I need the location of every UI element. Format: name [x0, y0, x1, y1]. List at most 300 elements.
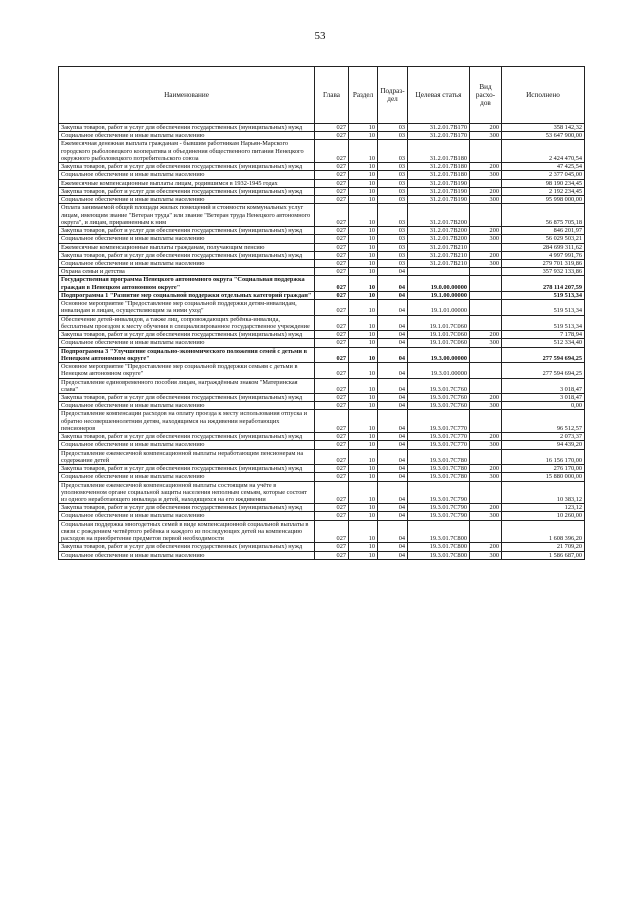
row-ispoln: 3 018,47 [502, 393, 585, 401]
row-name: Закупка товаров, работ и услуг для обеспечения государственных (муниципальных) нужд [59, 187, 315, 195]
row-ispoln: 56 875 705,18 [502, 204, 585, 227]
row-stat: 19.3.01.7С790 [408, 481, 470, 504]
row-vid: 200 [470, 393, 502, 401]
header-vid: Вид расхо-дов [470, 67, 502, 124]
table-row [59, 300, 585, 315]
row-name: Обеспечение детей-инвалидов, а также лиц, сопровождающих ребёнка-инвалида, бесплатным проездом к месту обучения в специализированное государственное учреждение [59, 315, 315, 330]
table-row [59, 291, 585, 299]
row-name: Подпрограмма 1 "Развитие мер социальной поддержки отдельных категорий граждан" [59, 291, 315, 299]
row-name: Социальное обеспечение и иные выплаты населению [59, 196, 315, 204]
row-name: Оплата занимаемой общей площади жилых помещений и стоимости коммунальных услуг лицам, имеющим звание "Ветеран труда" или звание "Ветеран труда Ненецкого автономного округа", и лицам, приравненным к ним [59, 204, 315, 227]
row-vid: 300 [470, 235, 502, 243]
row-name: Государственная программа Ненецкого автономного округа "Социальная поддержка граждан в Ненецком автономном округе" [59, 276, 315, 291]
row-ispoln: 21 709,20 [502, 543, 585, 551]
table-row [59, 378, 585, 393]
row-vid: 300 [470, 196, 502, 204]
row-vid: 200 [470, 465, 502, 473]
row-razdel: 10 [349, 276, 378, 291]
budget-table [58, 66, 585, 560]
row-stat: 31.2.01.7В200 [408, 235, 470, 243]
table-row [59, 276, 585, 291]
row-podrazdel: 04 [378, 441, 408, 449]
row-podrazdel: 04 [378, 551, 408, 559]
row-razdel: 10 [349, 393, 378, 401]
row-razdel: 10 [349, 551, 378, 559]
row-vid: 200 [470, 504, 502, 512]
row-stat: 19.3.01.7С780 [408, 465, 470, 473]
row-ispoln: 519 513,34 [502, 300, 585, 315]
row-stat: 19.3.01.7С800 [408, 543, 470, 551]
row-ispoln: 846 201,97 [502, 227, 585, 235]
row-vid [470, 481, 502, 504]
row-glava: 027 [315, 196, 349, 204]
row-razdel: 10 [349, 235, 378, 243]
table-row [59, 331, 585, 339]
row-glava: 027 [315, 504, 349, 512]
row-name: Закупка товаров, работ и услуг для обеспечения государственных (муниципальных) нужд [59, 543, 315, 551]
row-podrazdel: 04 [378, 465, 408, 473]
row-ispoln: 10 260,00 [502, 512, 585, 520]
row-vid: 300 [470, 171, 502, 179]
row-razdel: 10 [349, 481, 378, 504]
row-stat: 31.2.01.7В180 [408, 171, 470, 179]
row-podrazdel: 04 [378, 300, 408, 315]
row-vid: 200 [470, 543, 502, 551]
table-row [59, 235, 585, 243]
row-name: Ежемесячные компенсационные выплаты гражданам, получающим пенсию [59, 243, 315, 251]
row-ispoln: 2 377 045,00 [502, 171, 585, 179]
row-podrazdel: 04 [378, 378, 408, 393]
row-glava: 027 [315, 204, 349, 227]
table-row [59, 179, 585, 187]
row-ispoln: 276 170,00 [502, 465, 585, 473]
row-ispoln: 94 439,20 [502, 441, 585, 449]
table-row [59, 243, 585, 251]
row-stat: 19.3.01.7С770 [408, 433, 470, 441]
row-vid [470, 378, 502, 393]
row-podrazdel: 04 [378, 410, 408, 433]
row-razdel: 10 [349, 465, 378, 473]
row-name: Социальное обеспечение и иные выплаты населению [59, 473, 315, 481]
row-glava: 027 [315, 140, 349, 163]
row-stat: 19.1.01.7С060 [408, 331, 470, 339]
row-ispoln: 2 424 470,54 [502, 140, 585, 163]
row-stat: 31.2.01.7В170 [408, 124, 470, 132]
row-name: Основное мероприятие "Предоставление мер социальной поддержки семьям с детьми в Ненецком автономном округе" [59, 363, 315, 378]
row-name: Социальное обеспечение и иные выплаты населению [59, 339, 315, 347]
row-stat: 19.1.00.00000 [408, 291, 470, 299]
row-vid: 200 [470, 187, 502, 195]
table-row [59, 163, 585, 171]
table-row [59, 504, 585, 512]
row-ispoln: 357 932 133,86 [502, 268, 585, 276]
row-name: Социальное обеспечение и иные выплаты населению [59, 171, 315, 179]
row-razdel: 10 [349, 449, 378, 464]
row-vid: 300 [470, 259, 502, 267]
row-stat: 19.3.01.7С790 [408, 504, 470, 512]
row-glava: 027 [315, 402, 349, 410]
row-vid: 200 [470, 227, 502, 235]
table-row [59, 441, 585, 449]
row-podrazdel: 03 [378, 132, 408, 140]
row-stat: 19.3.01.7С790 [408, 512, 470, 520]
row-stat: 19.3.01.7С770 [408, 441, 470, 449]
row-name: Социальная поддержка многодетных семей в виде компенсационной социальной выплаты в связи с рождением четвёртого ребёнка и каждого из последующих детей на компенсацию расходов на приобретение предметов первой необходимости [59, 520, 315, 543]
row-name: Предоставление единовременного пособия лицам, награждённым знаком "Материнская слава" [59, 378, 315, 393]
row-podrazdel: 03 [378, 243, 408, 251]
row-podrazdel: 04 [378, 331, 408, 339]
row-glava: 027 [315, 512, 349, 520]
table-row [59, 132, 585, 140]
row-razdel: 10 [349, 441, 378, 449]
row-stat: 31.2.01.7В210 [408, 251, 470, 259]
row-podrazdel: 03 [378, 124, 408, 132]
row-razdel: 10 [349, 243, 378, 251]
row-glava: 027 [315, 227, 349, 235]
table-row [59, 187, 585, 195]
table-row [59, 433, 585, 441]
row-stat: 19.3.01.7С770 [408, 410, 470, 433]
row-razdel: 10 [349, 473, 378, 481]
row-podrazdel: 03 [378, 204, 408, 227]
row-glava: 027 [315, 276, 349, 291]
row-glava: 027 [315, 465, 349, 473]
row-glava: 027 [315, 315, 349, 330]
row-ispoln: 519 513,34 [502, 315, 585, 330]
row-ispoln: 279 701 319,86 [502, 259, 585, 267]
header-razdel: Раздел [349, 67, 378, 124]
header-stat: Целевая статья [408, 67, 470, 124]
row-podrazdel: 03 [378, 171, 408, 179]
row-vid [470, 268, 502, 276]
row-stat: 19.3.01.7С800 [408, 551, 470, 559]
row-stat: 19.0.00.00000 [408, 276, 470, 291]
row-glava: 027 [315, 268, 349, 276]
row-vid [470, 140, 502, 163]
row-ispoln: 519 513,34 [502, 291, 585, 299]
row-name: Социальное обеспечение и иные выплаты населению [59, 259, 315, 267]
row-name: Социальное обеспечение и иные выплаты населению [59, 441, 315, 449]
row-podrazdel: 04 [378, 504, 408, 512]
page-number: 53 [314, 30, 326, 42]
row-razdel: 10 [349, 402, 378, 410]
row-ispoln: 1 608 396,20 [502, 520, 585, 543]
row-vid: 300 [470, 402, 502, 410]
table-row [59, 449, 585, 464]
row-ispoln: 56 029 503,21 [502, 235, 585, 243]
row-name: Закупка товаров, работ и услуг для обеспечения государственных (муниципальных) нужд [59, 227, 315, 235]
row-vid [470, 179, 502, 187]
row-name: Закупка товаров, работ и услуг для обеспечения государственных (муниципальных) нужд [59, 124, 315, 132]
row-podrazdel: 03 [378, 163, 408, 171]
row-name: Социальное обеспечение и иные выплаты населению [59, 402, 315, 410]
row-razdel: 10 [349, 124, 378, 132]
table-row [59, 512, 585, 520]
row-glava: 027 [315, 132, 349, 140]
row-podrazdel: 03 [378, 259, 408, 267]
row-stat: 19.3.01.7С760 [408, 378, 470, 393]
row-ispoln: 358 142,32 [502, 124, 585, 132]
table-row [59, 473, 585, 481]
row-podrazdel: 04 [378, 543, 408, 551]
row-ispoln: 96 512,57 [502, 410, 585, 433]
row-podrazdel: 04 [378, 347, 408, 362]
row-vid: 300 [470, 132, 502, 140]
row-vid [470, 291, 502, 299]
row-razdel: 10 [349, 251, 378, 259]
row-name: Закупка товаров, работ и услуг для обеспечения государственных (муниципальных) нужд [59, 504, 315, 512]
row-stat: 31.2.01.7В210 [408, 259, 470, 267]
row-podrazdel: 04 [378, 276, 408, 291]
row-ispoln: 95 998 000,00 [502, 196, 585, 204]
row-podrazdel: 04 [378, 363, 408, 378]
table-row [59, 140, 585, 163]
row-podrazdel: 03 [378, 227, 408, 235]
row-razdel: 10 [349, 132, 378, 140]
row-name: Закупка товаров, работ и услуг для обеспечения государственных (муниципальных) нужд [59, 465, 315, 473]
table-row [59, 268, 585, 276]
row-vid [470, 315, 502, 330]
row-glava: 027 [315, 347, 349, 362]
row-razdel: 10 [349, 339, 378, 347]
row-vid: 200 [470, 124, 502, 132]
row-stat: 19.3.00.00000 [408, 347, 470, 362]
row-ispoln: 3 018,47 [502, 378, 585, 393]
row-glava: 027 [315, 481, 349, 504]
row-ispoln: 278 114 207,59 [502, 276, 585, 291]
row-glava: 027 [315, 259, 349, 267]
row-ispoln: 0,00 [502, 402, 585, 410]
row-glava: 027 [315, 393, 349, 401]
row-ispoln: 4 997 991,76 [502, 251, 585, 259]
row-razdel: 10 [349, 410, 378, 433]
row-ispoln: 7 178,94 [502, 331, 585, 339]
row-razdel: 10 [349, 268, 378, 276]
row-ispoln: 512 334,40 [502, 339, 585, 347]
row-ispoln: 15 880 000,00 [502, 473, 585, 481]
row-vid [470, 300, 502, 315]
row-name: Охрана семьи и детства [59, 268, 315, 276]
row-glava: 027 [315, 243, 349, 251]
table-row [59, 259, 585, 267]
row-glava: 027 [315, 171, 349, 179]
row-name: Социальное обеспечение и иные выплаты населению [59, 132, 315, 140]
row-stat: 19.1.01.00000 [408, 300, 470, 315]
row-razdel: 10 [349, 171, 378, 179]
row-ispoln: 98 190 234,45 [502, 179, 585, 187]
row-stat [408, 268, 470, 276]
row-podrazdel: 04 [378, 268, 408, 276]
row-name: Предоставление ежемесячной компенсационной выплаты неработающим пенсионерам на содержание детей [59, 449, 315, 464]
row-razdel: 10 [349, 300, 378, 315]
row-ispoln: 123,12 [502, 504, 585, 512]
row-vid [470, 449, 502, 464]
row-stat: 31.2.01.7В180 [408, 163, 470, 171]
row-ispoln: 47 425,54 [502, 163, 585, 171]
row-razdel: 10 [349, 140, 378, 163]
row-vid: 200 [470, 163, 502, 171]
row-razdel: 10 [349, 331, 378, 339]
row-ispoln: 1 586 687,00 [502, 551, 585, 559]
row-razdel: 10 [349, 433, 378, 441]
row-vid: 200 [470, 331, 502, 339]
row-name: Предоставление ежемесячной компенсационной выплаты состоящим на учёте в уполномоченном органе социальной защиты населения неполным семьям, которые состоят из одного неработающего инвалида и детей, находящихся на его иждивении [59, 481, 315, 504]
row-razdel: 10 [349, 179, 378, 187]
row-razdel: 10 [349, 163, 378, 171]
row-razdel: 10 [349, 504, 378, 512]
table-row [59, 520, 585, 543]
row-glava: 027 [315, 251, 349, 259]
row-podrazdel: 04 [378, 449, 408, 464]
table-row [59, 204, 585, 227]
row-podrazdel: 03 [378, 196, 408, 204]
row-name: Закупка товаров, работ и услуг для обеспечения государственных (муниципальных) нужд [59, 393, 315, 401]
header-ispoln: Исполнено [502, 67, 585, 124]
row-razdel: 10 [349, 227, 378, 235]
row-razdel: 10 [349, 259, 378, 267]
row-glava: 027 [315, 300, 349, 315]
row-podrazdel: 04 [378, 520, 408, 543]
table-row [59, 465, 585, 473]
row-name: Ежемесячные компенсационные выплаты лицам, родившимся в 1932-1945 годах [59, 179, 315, 187]
row-podrazdel: 03 [378, 179, 408, 187]
table-row [59, 410, 585, 433]
row-podrazdel: 03 [378, 187, 408, 195]
row-vid: 300 [470, 512, 502, 520]
row-podrazdel: 03 [378, 235, 408, 243]
row-ispoln: 284 699 311,62 [502, 243, 585, 251]
table-row [59, 393, 585, 401]
row-stat: 31.2.01.7В170 [408, 132, 470, 140]
row-podrazdel: 04 [378, 481, 408, 504]
row-vid [470, 520, 502, 543]
row-podrazdel: 04 [378, 393, 408, 401]
row-podrazdel: 04 [378, 339, 408, 347]
row-vid [470, 347, 502, 362]
row-name: Предоставление компенсации расходов на оплату проезда к месту использования отпуска и обратно несовершеннолетним детям, находящимся на иждивении неработающих пенсионеров [59, 410, 315, 433]
table-row [59, 402, 585, 410]
table-row [59, 363, 585, 378]
row-name: Закупка товаров, работ и услуг для обеспечения государственных (муниципальных) нужд [59, 251, 315, 259]
row-glava: 027 [315, 235, 349, 243]
row-stat: 31.2.01.7В200 [408, 204, 470, 227]
row-glava: 027 [315, 339, 349, 347]
row-glava: 027 [315, 179, 349, 187]
row-stat: 31.2.01.7В210 [408, 243, 470, 251]
table-row [59, 196, 585, 204]
row-name: Социальное обеспечение и иные выплаты населению [59, 551, 315, 559]
row-name: Закупка товаров, работ и услуг для обеспечения государственных (муниципальных) нужд [59, 433, 315, 441]
row-razdel: 10 [349, 187, 378, 195]
row-stat: 19.1.01.7С060 [408, 315, 470, 330]
header-row [59, 67, 585, 124]
row-glava: 027 [315, 551, 349, 559]
row-stat: 31.2.01.7В180 [408, 140, 470, 163]
table-row [59, 171, 585, 179]
row-glava: 027 [315, 124, 349, 132]
table-row [59, 347, 585, 362]
row-podrazdel: 04 [378, 433, 408, 441]
row-podrazdel: 04 [378, 291, 408, 299]
table-row [59, 339, 585, 347]
row-ispoln: 53 647 900,00 [502, 132, 585, 140]
row-name: Закупка товаров, работ и услуг для обеспечения государственных (муниципальных) нужд [59, 331, 315, 339]
row-ispoln: 10 383,12 [502, 481, 585, 504]
row-vid: 300 [470, 339, 502, 347]
row-vid: 300 [470, 441, 502, 449]
row-vid [470, 363, 502, 378]
table-row [59, 315, 585, 330]
row-glava: 027 [315, 449, 349, 464]
row-stat: 19.3.01.7С760 [408, 393, 470, 401]
row-stat: 31.2.01.7В200 [408, 227, 470, 235]
row-podrazdel: 03 [378, 251, 408, 259]
row-name: Социальное обеспечение и иные выплаты населению [59, 512, 315, 520]
row-name: Социальное обеспечение и иные выплаты населению [59, 235, 315, 243]
row-razdel: 10 [349, 347, 378, 362]
row-glava: 027 [315, 331, 349, 339]
row-ispoln: 16 156 170,00 [502, 449, 585, 464]
row-stat: 31.2.01.7В190 [408, 179, 470, 187]
header-podrazdel: Подраз-дел [378, 67, 408, 124]
row-glava: 027 [315, 187, 349, 195]
row-glava: 027 [315, 291, 349, 299]
table-row [59, 124, 585, 132]
row-ispoln: 2 192 234,45 [502, 187, 585, 195]
row-glava: 027 [315, 433, 349, 441]
row-razdel: 10 [349, 315, 378, 330]
header-glava: Глава [315, 67, 349, 124]
row-stat: 31.2.01.7В190 [408, 196, 470, 204]
row-stat: 31.2.01.7В190 [408, 187, 470, 195]
row-podrazdel: 04 [378, 402, 408, 410]
row-razdel: 10 [349, 291, 378, 299]
row-name: Ежемесячная денежная выплата гражданам - бывшим работникам Нарьян-Марского городского рыболовецкого кооператива и объединения общественного питания Ненецкого окружного рыболовецкого потребительского союза [59, 140, 315, 163]
row-razdel: 10 [349, 512, 378, 520]
row-ispoln: 2 073,37 [502, 433, 585, 441]
table-row [59, 543, 585, 551]
row-podrazdel: 04 [378, 315, 408, 330]
row-stat: 19.3.01.7С780 [408, 449, 470, 464]
row-podrazdel: 04 [378, 512, 408, 520]
row-razdel: 10 [349, 378, 378, 393]
header-name: Наименование [59, 67, 315, 124]
row-podrazdel: 03 [378, 140, 408, 163]
table-row [59, 551, 585, 559]
row-name: Основное мероприятие "Предоставление мер социальной поддержки детям-инвалидам, инвалидам и лицам, осуществляющим за ними уход" [59, 300, 315, 315]
row-glava: 027 [315, 473, 349, 481]
row-glava: 027 [315, 543, 349, 551]
row-glava: 027 [315, 378, 349, 393]
row-stat: 19.1.01.7С060 [408, 339, 470, 347]
row-vid: 300 [470, 551, 502, 559]
table-row [59, 227, 585, 235]
row-glava: 027 [315, 441, 349, 449]
row-ispoln: 277 594 694,25 [502, 347, 585, 362]
row-name: Закупка товаров, работ и услуг для обеспечения государственных (муниципальных) нужд [59, 163, 315, 171]
row-glava: 027 [315, 163, 349, 171]
row-glava: 027 [315, 363, 349, 378]
row-ispoln: 277 594 694,25 [502, 363, 585, 378]
row-stat: 19.3.01.7С760 [408, 402, 470, 410]
row-vid: 200 [470, 433, 502, 441]
row-razdel: 10 [349, 196, 378, 204]
row-name: Подпрограмма 3 "Улучшение социально-экономического положения семей с детьми в Ненецком автономном округе" [59, 347, 315, 362]
row-glava: 027 [315, 520, 349, 543]
row-razdel: 10 [349, 520, 378, 543]
row-razdel: 10 [349, 204, 378, 227]
row-stat: 19.3.01.00000 [408, 363, 470, 378]
